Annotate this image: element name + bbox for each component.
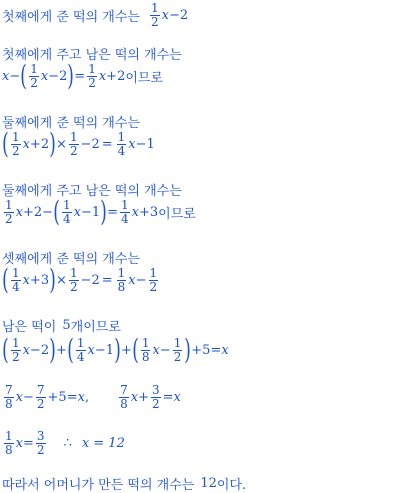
line-4 <box>2 112 140 131</box>
line-6 <box>2 180 182 199</box>
line-2 <box>2 44 182 63</box>
label-third-given: 셋째에게 준 떡의 개수는 <box>2 252 140 267</box>
line-12: $\frac{7}{8}$ x − $\frac{7}{2}$ +5= x , $\frac{7}{8}$ x + $\frac{3}{2}$ = x <box>5 383 181 411</box>
label-first-remaining: 첫째에게 주고 남은 떡의 개수는 <box>2 48 182 63</box>
line-8 <box>2 248 140 267</box>
line-3: x − ( $\frac{1}{2}$ x −2 ) = $\frac{1}{2}$ x +2 이므로 <box>2 59 164 92</box>
line-10: 남은 떡이 5 개이므로 <box>2 318 121 335</box>
label-first-given: 첫째에게 준 떡의 개수는 <box>2 10 140 25</box>
line-9: ( $\frac{1}{4}$ x +3 ) × $\frac{1}{2}$ −2 = $\frac{1}{8}$ x − $\frac{1}{2}$ <box>2 263 158 296</box>
line-5: ( $\frac{1}{2}$ x +2 ) × $\frac{1}{2}$ −2 = $\frac{1}{4}$ x −1 <box>2 127 155 160</box>
line-14: 따라서 어머니가 만든 떡의 개수는 12 이다. <box>2 476 247 493</box>
line-7: $\frac{1}{2}$ x +2− ( $\frac{1}{4}$ x −1 ) = $\frac{1}{4}$ x +3 이므로 <box>5 195 196 228</box>
therefore-symbol: ∴ <box>63 436 72 451</box>
label-second-given: 둘째에게 준 떡의 개수는 <box>2 116 140 131</box>
conclusion-text: 따라서 어머니가 만든 떡의 개수는 <box>2 478 195 493</box>
label-second-remaining: 둘째에게 주고 남은 떡의 개수는 <box>2 184 182 199</box>
line-13: $\frac{1}{8}$ x = $\frac{3}{2}$ ∴ x = 12 <box>5 429 125 457</box>
line-11: ( $\frac{1}{2}$ x −2 ) + ( $\frac{1}{4}$ x −1 ) + ( $\frac{1}{8}$ x − $\frac{1}{2}$ ) +5= x <box>2 333 229 366</box>
line-1: 첫째에게 준 떡의 개수는 $\frac{1}{2}$ x −2 <box>2 1 189 29</box>
fraction: $\frac{1}{2}$ <box>150 1 159 29</box>
